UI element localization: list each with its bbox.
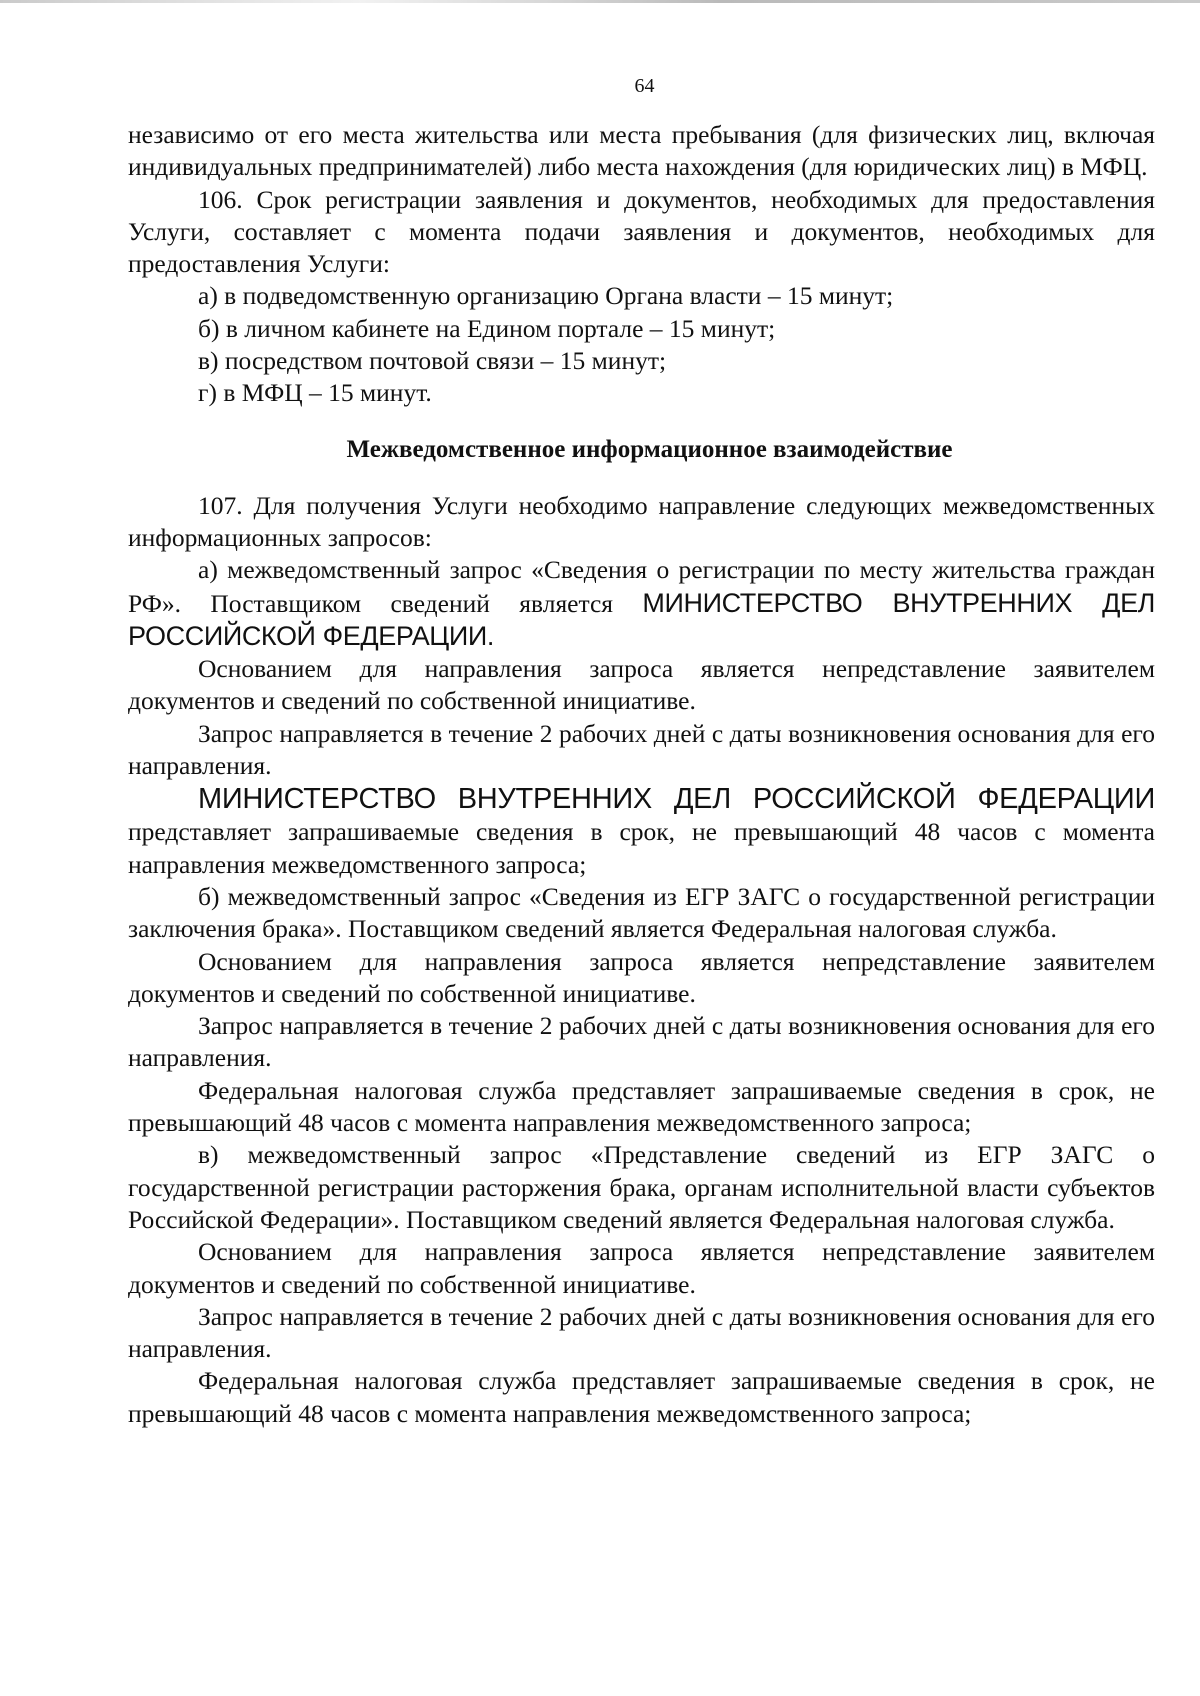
request-v: в) межведомственный запрос «Представление сведений из ЕГР ЗАГС о государственной регистрации расторжения брака, органам исполнительной власти субъектов Российской Федерации». Поставщиком сведений является Федеральная налоговая служба.: [128, 1140, 1155, 1234]
timing-paragraph-1: Запрос направляется в течение 2 рабочих дней с даты возникновения основания для его направления.: [128, 718, 1155, 781]
ministry-word-5: ФЕДЕРАЦИИ: [977, 783, 1155, 816]
list-item-b: б) в личном кабинете на Едином портале – 15 минут;: [198, 313, 776, 343]
basis-paragraph-2: Основанием для направления запроса является непредставление заявителем документов и сведений по собственной инициативе.: [128, 946, 1155, 1008]
ministry-word-1: МИНИСТЕРСТВО: [198, 783, 436, 816]
paragraph-107: 107. Для получения Услуги необходимо направление следующих межведомственных информационных запросов:: [128, 490, 1155, 552]
request-b: б) межведомственный запрос «Сведения из ЕГР ЗАГС о государственной регистрации заключения брака». Поставщиком сведений является Федеральная налоговая служба.: [128, 881, 1155, 944]
ministry-word-2: ВНУТРЕННИХ: [457, 783, 652, 816]
fns-response-paragraph-1: Федеральная налоговая служба представляет запрашиваемые сведения в срок, не превышающий 48 часов с момента направления межведомственного запроса;: [128, 1075, 1155, 1138]
timing-paragraph-2: Запрос направляется в течение 2 рабочих дней с даты возникновения основания для его направления.: [128, 1011, 1155, 1073]
basis-paragraph-1: Основанием для направления запроса является непредставление заявителем документов и сведений по собственной инициативе.: [128, 654, 1155, 716]
request-a: [128, 554, 1155, 653]
list-item-a: а) в подведомственную организацию Органа власти – 15 минут;: [198, 281, 894, 311]
list-item-v: в) посредством почтовой связи – 15 минут;: [198, 346, 667, 376]
page-number: 64: [634, 75, 655, 97]
ministry-word-3: ДЕЛ: [673, 783, 731, 816]
ministry-name-line: [128, 782, 1155, 816]
request-a-provider: МИНИСТЕРСТВО ВНУТРЕННИХ ДЕЛ РОССИЙСКОЙ ФЕДЕРАЦИИ.: [128, 587, 1155, 651]
timing-paragraph-3: Запрос направляется в течение 2 рабочих дней с даты возникновения основания для его направления.: [128, 1301, 1155, 1364]
scan-edge: [0, 0, 1200, 3]
list-item-g: г) в МФЦ – 15 минут.: [198, 378, 432, 408]
paragraph-continuation: независимо от его места жительства или места пребывания (для физических лиц, включая индивидуальных предпринимателей) либо места нахождения (для юридических лиц) в МФЦ.: [128, 120, 1155, 182]
request-a-text: а) межведомственный запрос «Сведения о регистрации по месту жительства граждан РФ». Поставщиком сведений является: [128, 555, 1155, 618]
basis-paragraph-3: Основанием для направления запроса является непредставление заявителем документов и сведений по собственной инициативе.: [128, 1237, 1155, 1299]
paragraph-106: 106. Срок регистрации заявления и документов, необходимых для предоставления Услуги, составляет с момента подачи заявления и документов, необходимых для предоставления Услуги:: [128, 184, 1155, 279]
ministry-word-4: РОССИЙСКОЙ: [752, 783, 956, 816]
ministry-response-paragraph: представляет запрашиваемые сведения в срок, не превышающий 48 часов с момента направления межведомственного запроса;: [128, 817, 1155, 879]
section-heading: Межведомственное информационное взаимодействие: [346, 435, 953, 463]
page-content: [128, 74, 1155, 1430]
fns-response-paragraph-2: Федеральная налоговая служба представляет запрашиваемые сведения в срок, не превышающий 48 часов с момента направления межведомственного запроса;: [128, 1366, 1155, 1428]
